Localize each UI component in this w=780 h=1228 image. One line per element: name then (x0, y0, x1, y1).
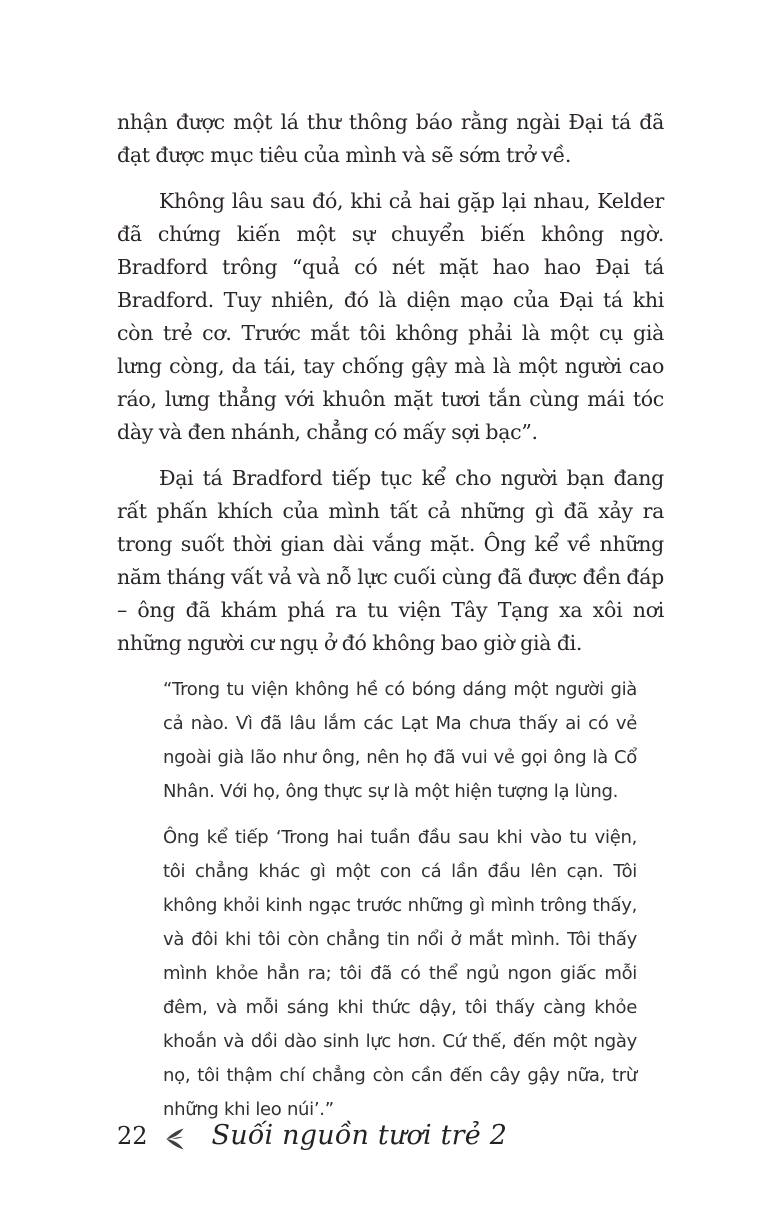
body-paragraph: Đại tá Bradford tiếp tục kể cho người bạn đang rất phấn khích của mình tất cả những gì đã xảy ra trong suốt thời gian dài vắng mặt. Ông kể về những năm tháng vất vả và nỗ lực cuối cùng đã được đền đáp – ông đã khám phá ra tu viện Tây Tạng xa xôi nơi những người cư ngụ ở đó không bao giờ già đi. (117, 466, 664, 655)
body-paragraph: Không lâu sau đó, khi cả hai gặp lại nhau, Kelder đã chứng kiến một sự chuyển biến không ngờ. Bradford trông “quả có nét mặt hao hao Đại tá Bradford. Tuy nhiên, đó là diện mạo của Đại tá khi còn trẻ cơ. Trước mắt tôi không phải là một cụ già lưng còng, da tái, tay chống gậy mà là một người cao ráo, lưng thẳng với khuôn mặt tươi tắn cùng mái tóc dày và đen nhánh, chẳng có mấy sợi bạc”. (117, 189, 664, 444)
quote-paragraph: “Trong tu viện không hề có bóng dáng một người già cả nào. Vì đã lâu lắm các Lạt Ma chưa thấy ai có vẻ ngoài già lão như ông, nên họ đã vui vẻ gọi ông là Cổ Nhân. Với họ, ông thực sự là một hiện tượng lạ lùng. (163, 679, 637, 802)
page-content (117, 106, 664, 1139)
quote-paragraph: Ông kể tiếp ‘Trong hai tuần đầu sau khi vào tu viện, tôi chẳng khác gì một con cá lần đầu lên cạn. Tôi không khỏi kinh ngạc trước những gì mình trông thấy, và đôi khi tôi còn chẳng tin nổi ở mắt mình. Tôi thấy mình khỏe hẳn ra; tôi đã có thể ngủ ngon giấc mỗi đêm, và mỗi sáng khi thức dậy, tôi thấy càng khỏe khoắn và dồi dào sinh lực hơn. Cứ thế, đến một ngày nọ, tôi thậm chí chẳng còn cần đến cây gậy nữa, trừ những khi leo núi’.” (163, 827, 637, 1120)
page-number: 22 (117, 1122, 148, 1150)
body-paragraph: nhận được một lá thư thông báo rằng ngài Đại tá đã đạt được mục tiêu của mình và sẽ sớm trở về. (117, 110, 664, 167)
book-title: Suối nguồn tươi trẻ 2 (211, 1120, 508, 1151)
fleuron-ornament-icon (164, 1126, 186, 1152)
page-footer (117, 1120, 507, 1151)
